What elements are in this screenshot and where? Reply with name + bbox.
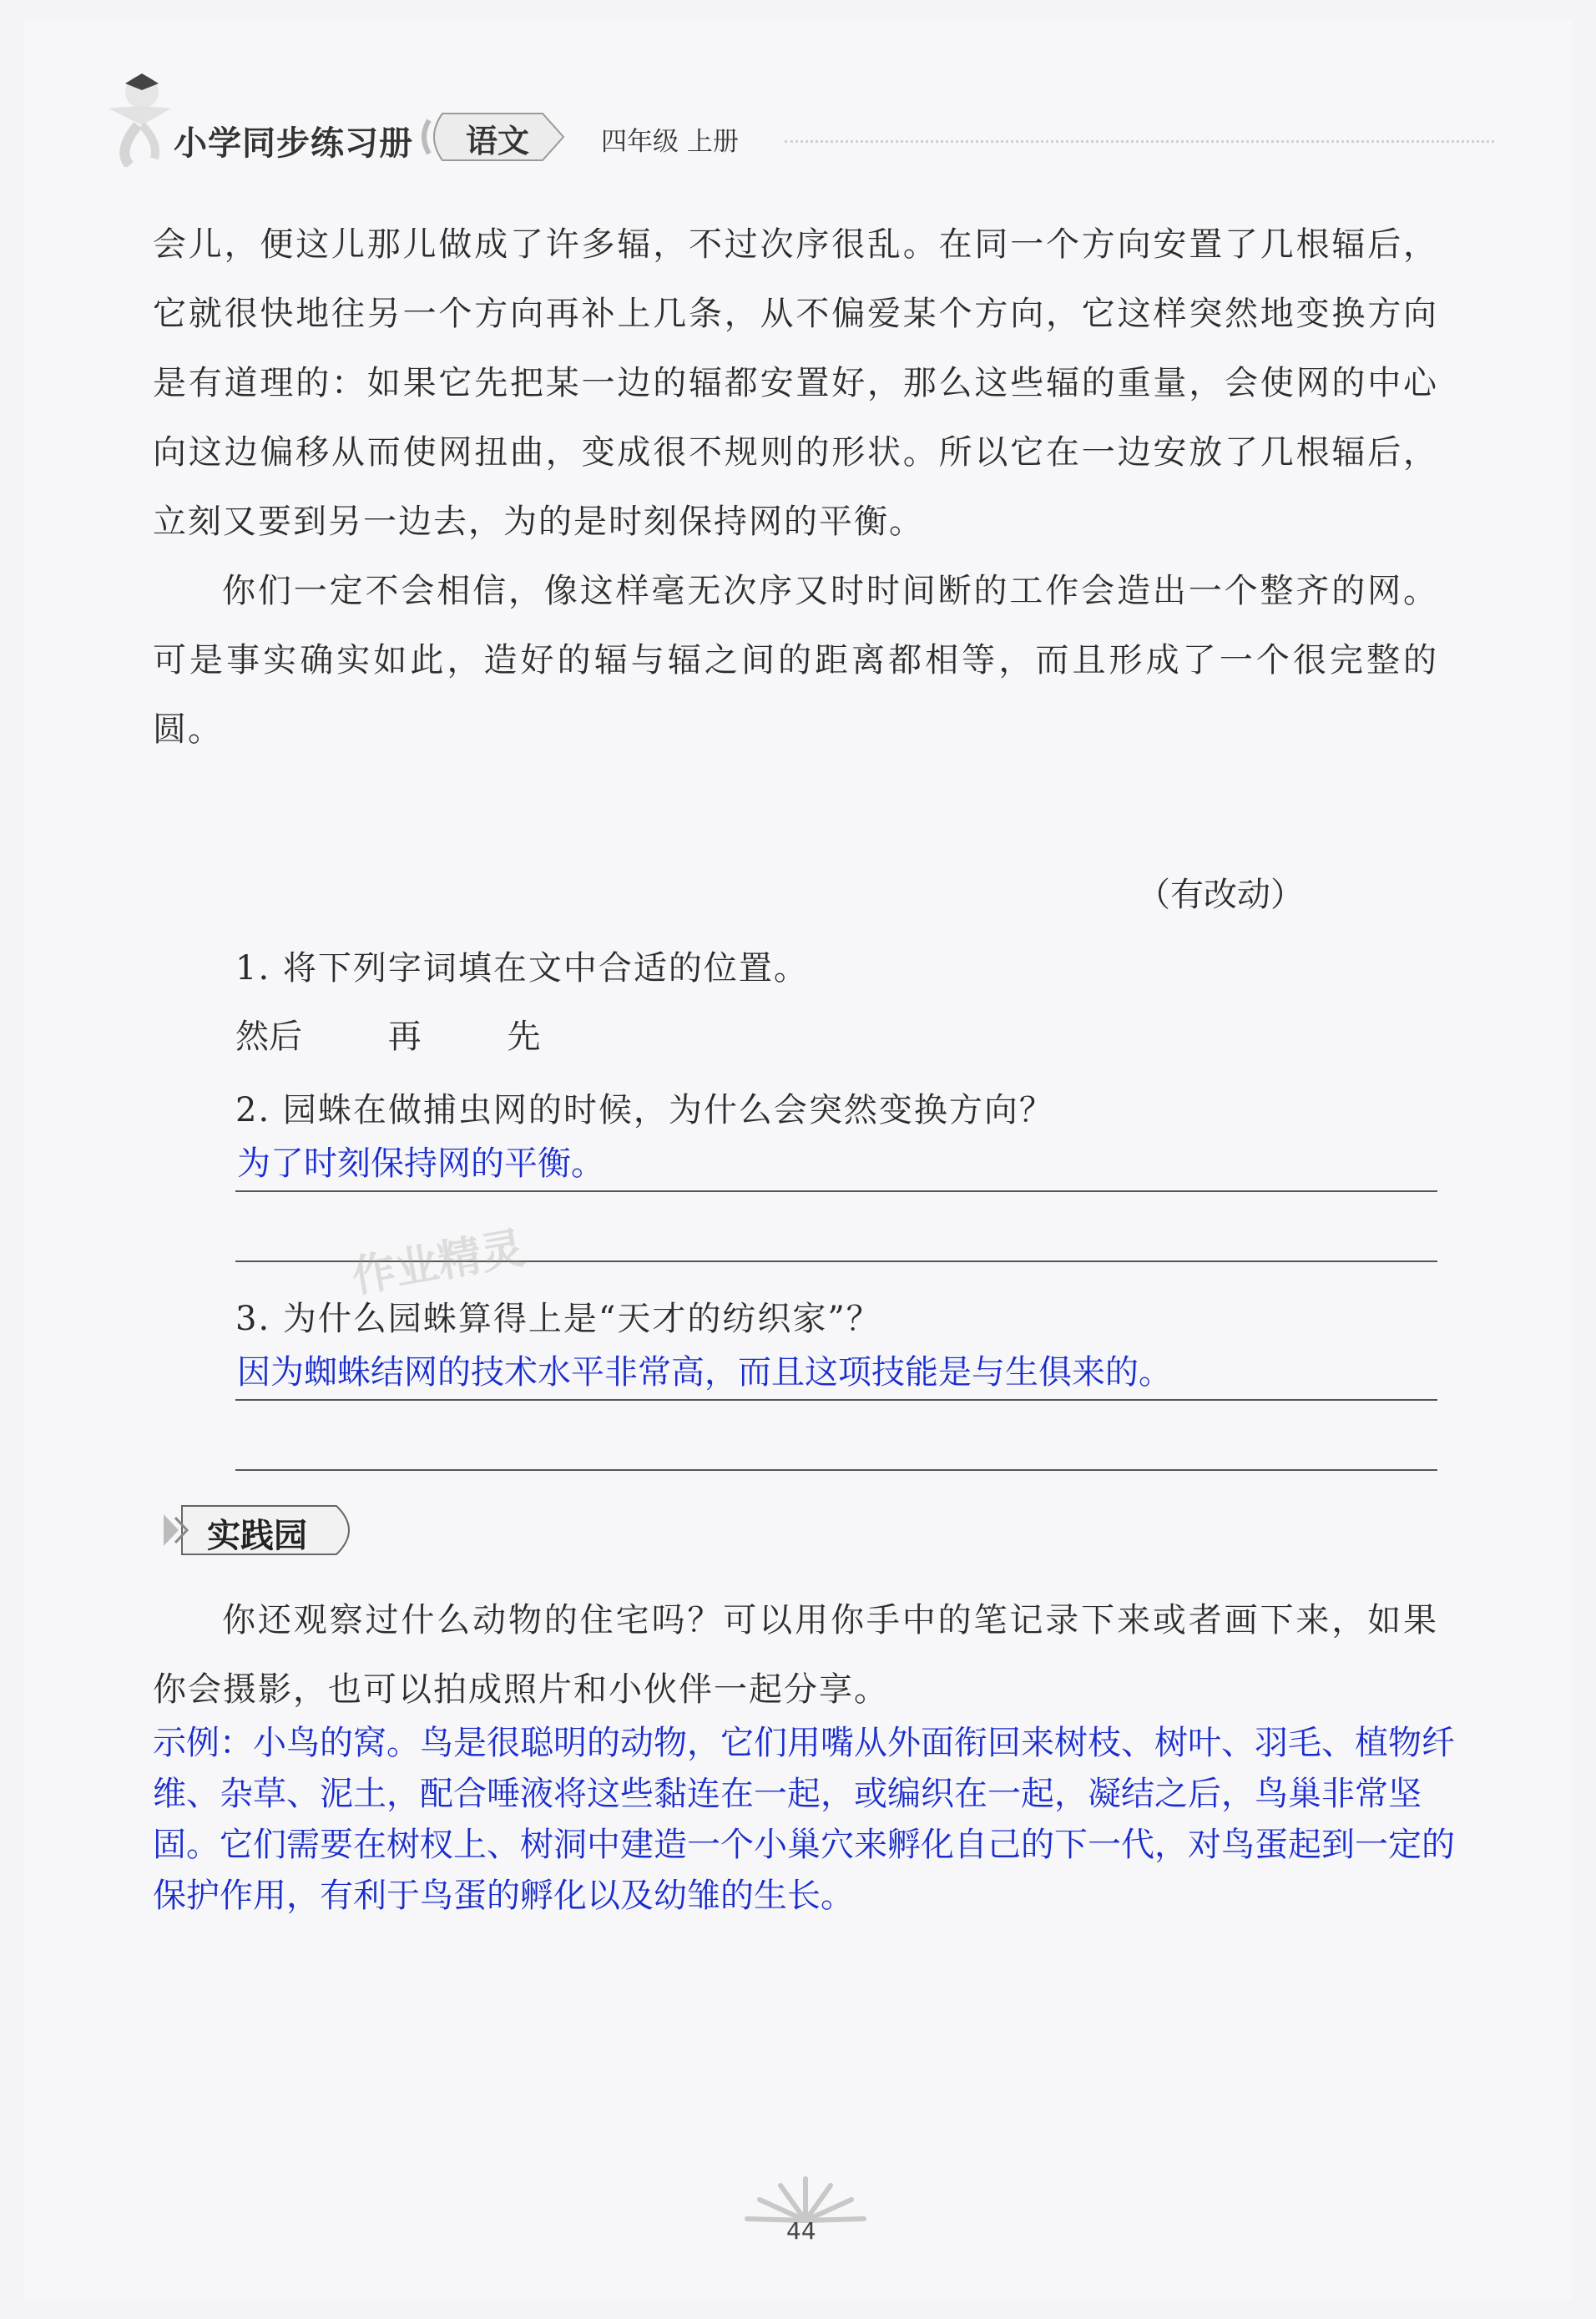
page-header: [92, 50, 1461, 167]
answer-line: [235, 1469, 1437, 1471]
answer-line: [235, 1399, 1437, 1401]
subject-tag: [417, 109, 568, 165]
word-option: 再: [387, 1018, 422, 1056]
question-1-words: [235, 1010, 615, 1058]
practice-example-answer: 示例：小鸟的窝。鸟是很聪明的动物，它们用嘴从外面衔回来树枝、树叶、羽毛、植物纤维、杂草、泥土，配合唾液将这些黏连在一起，或编织在一起，凝结之后，鸟巢非常坚固。它们需要在树杈上、树洞中建造一个小巢穴来孵化自己的下一代，对鸟蛋起到一定的保护作用，有利于鸟蛋的孵化以及幼雏的生长。: [153, 1724, 1455, 1915]
grade-label: 四年级 上册: [601, 127, 739, 157]
subject-label: 语文: [466, 122, 530, 159]
answer-line: [235, 1190, 1437, 1192]
student-logo-icon: [92, 58, 184, 167]
practice-prompt-block: [153, 1586, 1438, 1725]
word-option: 先: [507, 1018, 541, 1056]
answer-2: 为了时刻保持网的平衡。: [237, 1144, 604, 1183]
word-option: 然后: [235, 1018, 302, 1056]
question-1: 1. 将下列字词填在文中合适的位置。: [235, 949, 809, 988]
question-2: 2. 园蛛在做捕虫网的时候，为什么会突然变换方向？: [235, 1091, 1054, 1129]
header-divider: [785, 140, 1494, 143]
passage-paragraph-2: 你们一定不会相信，像这样毫无次序又时时间断的工作会造出一个整齐的网。可是事实确实如此，造好的辐与辐之间的距离都相等，而且形成了一个很完整的圆。: [153, 572, 1438, 749]
passage-paragraph-1: 会儿，便这儿那儿做成了许多辐，不过次序很乱。在同一个方向安置了几根辐后，它就很快地往另一个方向再补上几条，从不偏爱某个方向，它这样突然地变换方向是有道理的：如果它先把某一边的辐都安置好，那么这些辐的重量，会使网的中心向这边偏移从而使网扭曲，变成很不规则的形状。所以它在一边安放了几根辐后，立刻又要到另一边去，为的是时刻保持网的平衡。: [153, 225, 1438, 541]
series-title: 小学同步练习册: [174, 124, 413, 163]
watermark: 作业精灵: [348, 1223, 528, 1303]
page-footer: [735, 2170, 876, 2254]
source-note: （有改动）: [1137, 876, 1304, 914]
passage: [153, 210, 1438, 765]
practice-prompt: 你还观察过什么动物的住宅吗？可以用你手中的笔记录下来或者画下来，如果你会摄影，也可以拍成照片和小伙伴一起分享。: [153, 1601, 1438, 1709]
practice-section-badge: [157, 1503, 366, 1558]
question-3: 3. 为什么园蛛算得上是“天才的纺织家”？: [235, 1300, 881, 1338]
practice-section-label: 实践园: [207, 1517, 307, 1555]
page-number: 44: [786, 2217, 816, 2245]
answer-3: 因为蜘蛛结网的技术水平非常高，而且这项技能是与生俱来的。: [237, 1353, 1172, 1392]
